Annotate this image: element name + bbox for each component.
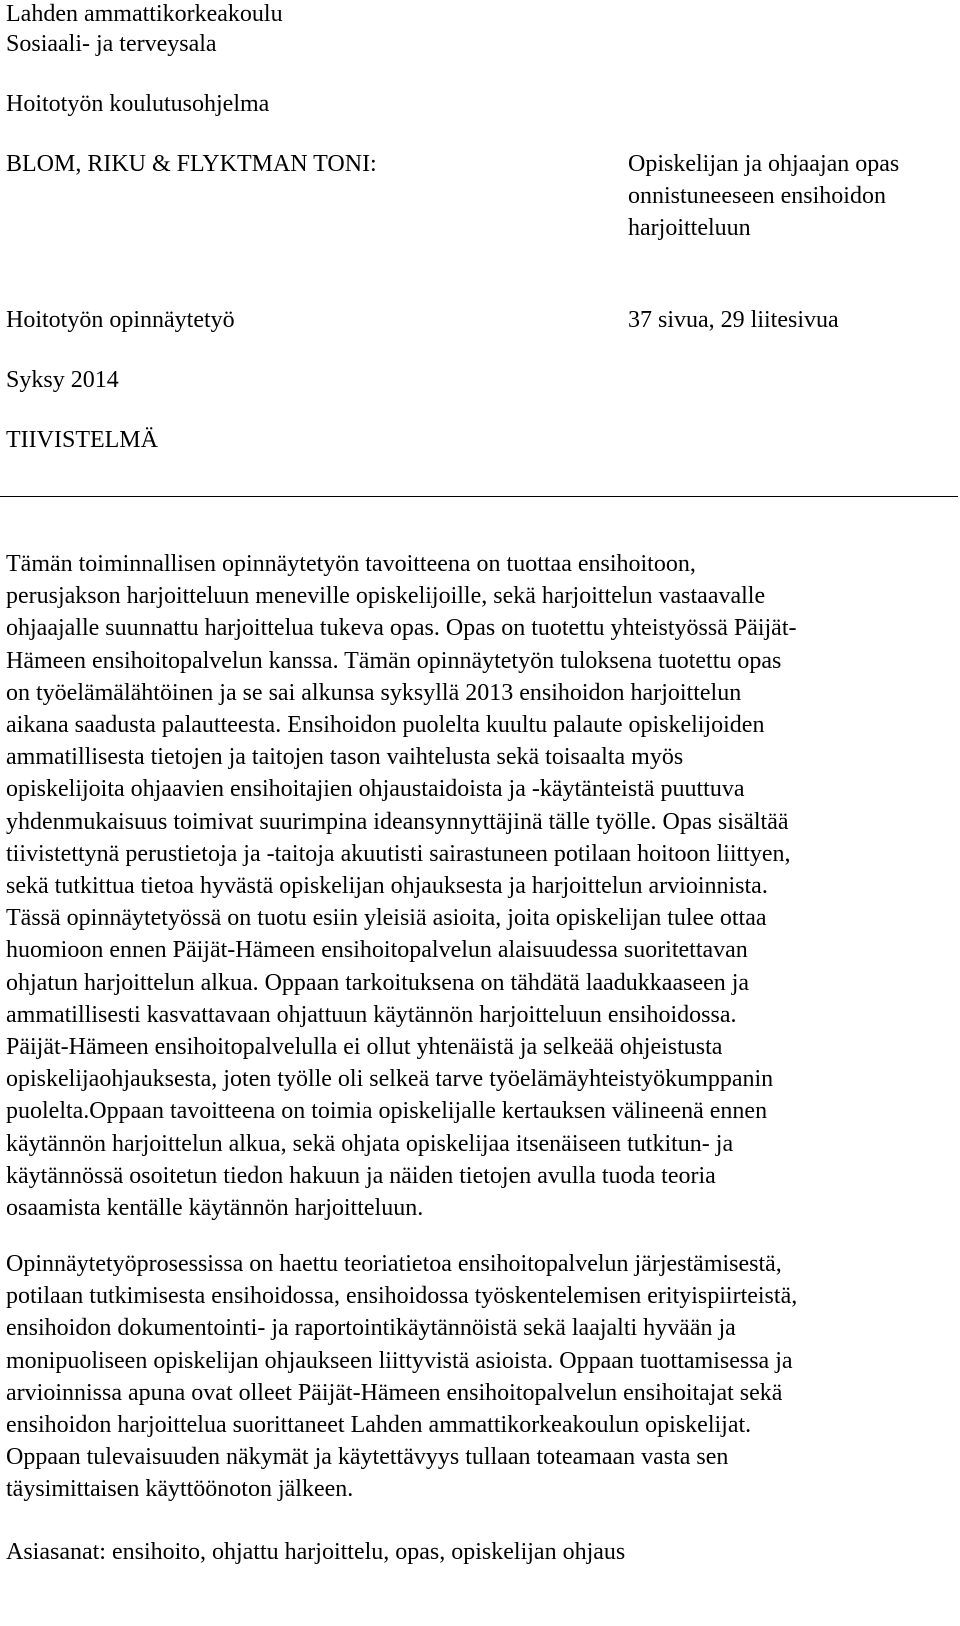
text-line: on työelämälähtöinen ja se sai alkunsa syksyllä 2013 ensihoidon harjoittelun <box>6 679 742 706</box>
text-line: ammatillisesti kasvattavaan ohjattuun käytännön harjoitteluun ensihoidossa. <box>6 1001 737 1028</box>
thesis-title-line-1: Opiskelijan ja ohjaajan opas <box>628 151 900 177</box>
text-line: opiskelijaohjauksesta, joten työlle oli selkeä tarve työelämäyhteistyökumppanin <box>6 1066 774 1093</box>
text-line: ammatillisesta tietojen ja taitojen tason vaihtelusta sekä toisaalta myös <box>6 744 684 771</box>
abstract-paragraph-1 <box>6 548 958 1224</box>
keywords: Asiasanat: ensihoito, ohjattu harjoittelu, opas, opiskelijan ohjaus <box>6 1539 626 1565</box>
text-line: potilaan tutkimisesta ensihoidossa, ensihoidossa työskentelemisen erityispiirteistä, <box>6 1283 798 1310</box>
divider <box>0 496 958 497</box>
text-line: ohjatun harjoittelun alkua. Oppaan tarkoituksena on tähdätä laadukkaaseen ja <box>6 969 750 996</box>
abstract-paragraph-2 <box>6 1248 958 1506</box>
text-line: Opinnäytetyöprosessissa on haettu teoriatietoa ensihoitopalvelun järjestämisestä, <box>6 1251 782 1277</box>
text-line: opiskelijoita ohjaavien ensihoitajien ohjaustaidoista ja -käytänteistä puuttuva <box>6 776 745 803</box>
authors: BLOM, RIKU & FLYKTMAN TONI: <box>6 151 377 177</box>
text-line: Päijät-Hämeen ensihoitopalvelulla ei ollut yhtenäistä ja selkeää ohjeistusta <box>6 1034 723 1061</box>
thesis-title-line-3: harjoitteluun <box>628 215 751 241</box>
thesis-title-line-2: onnistuneeseen ensihoidon <box>628 183 886 209</box>
text-line: Tämän toiminnallisen opinnäytetyön tavoitteena on tuottaa ensihoitoon, <box>6 551 696 577</box>
text-line: arvioinnissa apuna ovat olleet Päijät-Hämeen ensihoitopalvelun ensihoitajat sekä <box>6 1379 783 1406</box>
text-line: puolelta.Oppaan tavoitteena on toimia opiskelijalle kertauksen välineenä ennen <box>6 1098 768 1125</box>
thesis-type: Hoitotyön opinnäytetyö <box>6 307 235 333</box>
text-line: aikana saadusta palautteesta. Ensihoidon puolelta kuultu palaute opiskelijoiden <box>6 712 765 739</box>
text-line: käytännössä osoitetun tiedon hakuun ja näiden tietojen avulla tuoda teoria <box>6 1162 716 1189</box>
text-line: ensihoidon harjoittelua suorittaneet Lahden ammattikorkeakoulun opiskelijat. <box>6 1412 752 1439</box>
page-count: 37 sivua, 29 liitesivua <box>628 307 839 333</box>
text-line: sekä tutkittua tietoa hyvästä opiskelijan ohjauksesta ja harjoittelun arvioinnista. <box>6 873 768 900</box>
text-line: täysimittaisen käyttöönoton jälkeen. <box>6 1476 354 1503</box>
faculty: Sosiaali- ja terveysala <box>6 31 217 57</box>
text-line: Hämeen ensihoitopalvelun kanssa. Tämän opinnäytetyön tuloksena tuotettu opas <box>6 647 782 674</box>
text-line: ohjaajalle suunnattu harjoittelua tukeva opas. Opas on tuotettu yhteistyössä Päijät- <box>6 615 797 642</box>
text-line: huomioon ennen Päijät-Hämeen ensihoitopalvelun alaisuudessa suoritettavan <box>6 937 748 964</box>
text-line: perusjakson harjoitteluun meneville opiskelijoille, sekä harjoittelun vastaavalle <box>6 583 766 610</box>
programme: Hoitotyön koulutusohjelma <box>6 91 270 117</box>
text-line: yhdenmukaisuus toimivat suurimpina ideansynnyttäjinä tälle työlle. Opas sisältää <box>6 808 789 835</box>
text-line: ensihoidon dokumentointi- ja raportointikäytännöistä sekä laajalti hyvään ja <box>6 1315 736 1342</box>
text-line: käytännön harjoittelun alkua, sekä ohjata opiskelijaa itsenäiseen tutkitun- ja <box>6 1130 734 1157</box>
text-line: Tässä opinnäytetyössä on tuotu esiin yleisiä asioita, joita opiskelijan tulee ottaa <box>6 905 767 932</box>
text-line: monipuoliseen opiskelijan ohjaukseen liittyvistä asioista. Oppaan tuottamisessa ja <box>6 1347 793 1374</box>
text-line: osaamista kentälle käytännön harjoitteluun. <box>6 1195 424 1222</box>
semester: Syksy 2014 <box>6 367 119 393</box>
text-line: Oppaan tulevaisuuden näkymät ja käytettävyys tullaan toteamaan vasta sen <box>6 1444 729 1471</box>
section-title: TIIVISTELMÄ <box>6 427 158 453</box>
institution: Lahden ammattikorkeakoulu <box>6 1 283 27</box>
text-line: tiivistettynä perustietoja ja -taitoja akuutisti sairastuneen potilaan hoitoon liittyen, <box>6 840 791 867</box>
